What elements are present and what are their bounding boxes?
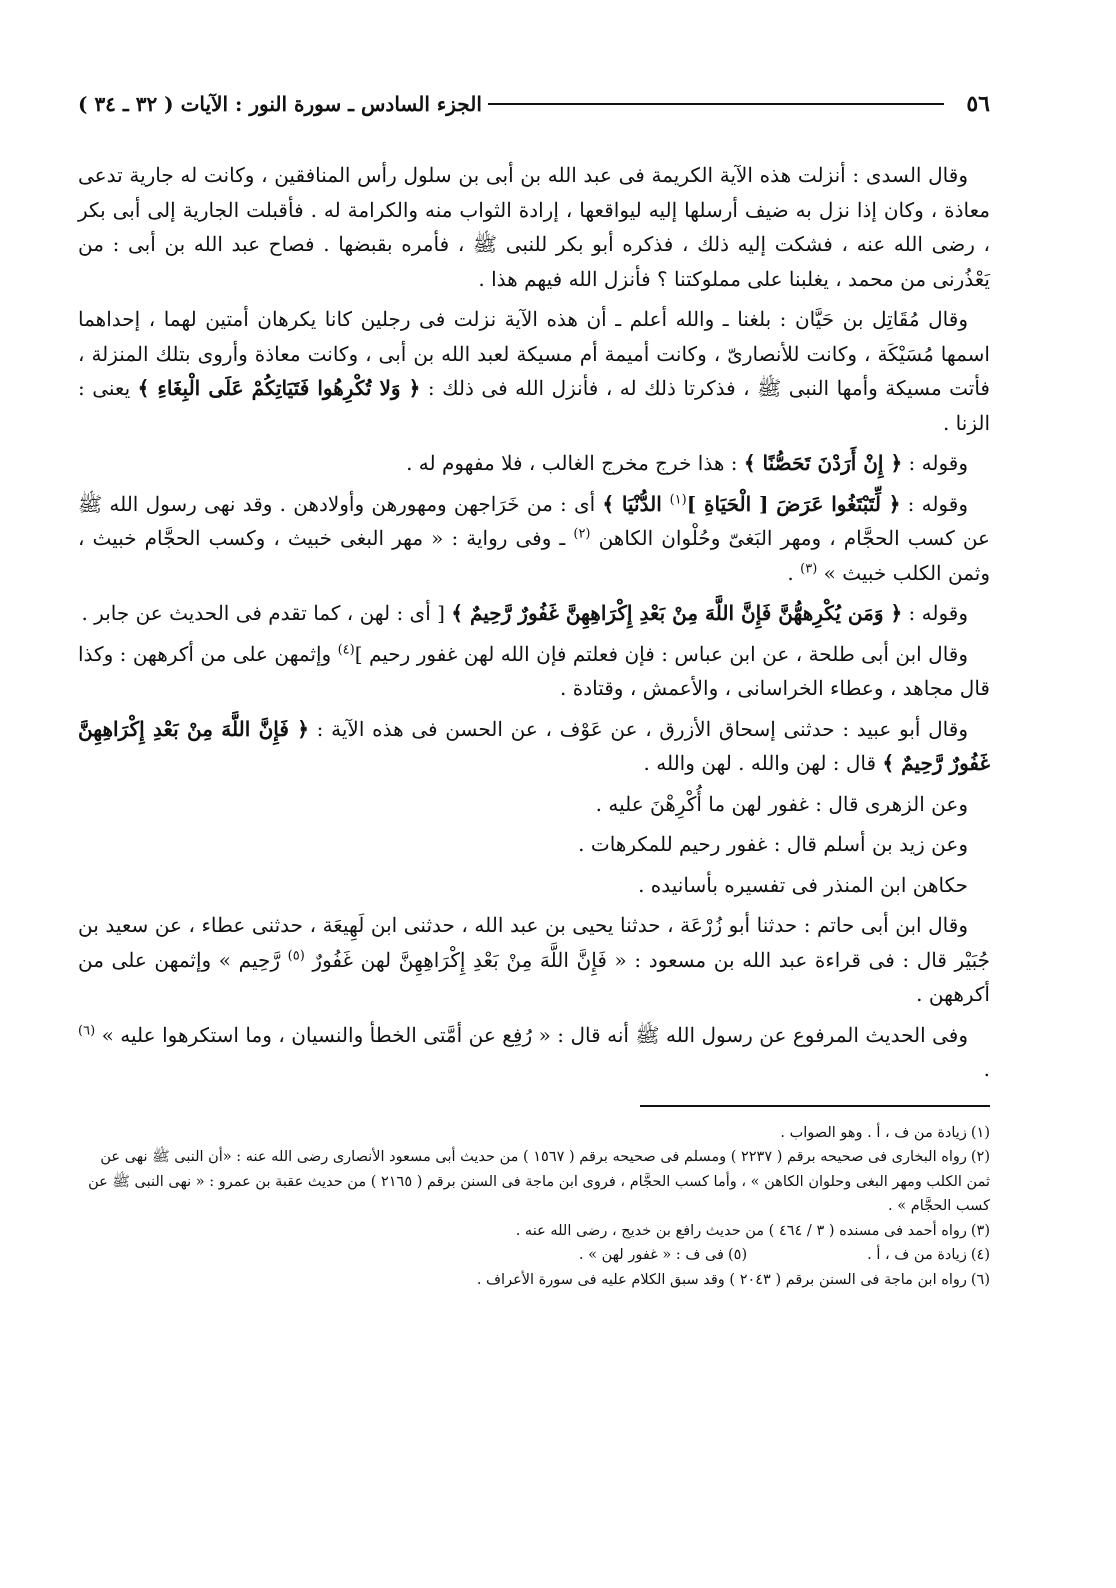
paragraph-text: .	[787, 560, 801, 585]
body-paragraph	[78, 446, 990, 481]
footnote-number: (٣)	[970, 1222, 990, 1239]
quran-verse: ﴿ لِّتَبْتَغُوا عَرَضَ [ الْحَيَاةِ ]	[686, 491, 901, 516]
body-paragraph	[78, 1018, 990, 1087]
body-paragraph	[78, 158, 990, 296]
paragraph-text: وعن زيد بن أسلم قال : غفور رحيم للمكرهات .	[578, 832, 968, 856]
paragraph-text: يعنى : الزنا .	[78, 376, 990, 435]
quran-verse: ﴿ وَمَن يُكْرِههُّنَّ فَإِنَّ اللَّهَ مِنْ بَعْدِ إِكْرَاهِهِنَّ غَفُورٌ رَّحِيمٌ ﴾	[451, 601, 903, 625]
page-header	[78, 84, 990, 124]
paragraph-text: .	[983, 1057, 990, 1081]
footnote-text: رواه البخارى فى صحيحه برقم ( ٢٢٣٧ ) ومسلم فى صحيحه برقم ( ١٥٦٧ ) من حديث أبى مسعود الأنصارى رضى الله عنه : «أن النبى ﷺ نهى عن ثمن الكلب ومهر البغى وحلوان الكاهن » ، وأما كسب الحجَّام ، فروى ابن ماجة فى السنن برقم ( ٢١٦٥ ) من حديث عقبة بن عمرو : « نهى النبى ﷺ عن كسب الحجَّام » .	[88, 1149, 990, 1214]
paragraph-text: وقوله :	[902, 601, 968, 625]
footnote-text: رواه ابن ماجة فى السنن برقم ( ٢٠٤٣ ) وقد سبق الكلام عليه فى سورة الأعراف .	[476, 1271, 967, 1288]
body-paragraph	[78, 787, 990, 822]
book-page	[78, 84, 990, 1292]
paragraph-text: وعن الزهرى قال : غفور لهن ما أُكْرِهْنَ عليه .	[595, 791, 968, 816]
footnote-number: (١)	[970, 1124, 990, 1141]
footnote	[78, 1121, 990, 1146]
footnote-ref: (٤)	[337, 641, 355, 657]
footnote-rule	[640, 1105, 990, 1107]
paragraph-text: وفى الحديث المرفوع عن رسول الله ﷺ أنه قال : « رُفِع عن أمَّتى الخطأ والنسيان ، وما استكرهوا عليه »	[95, 1022, 968, 1047]
footnote	[78, 1219, 990, 1244]
body-paragraph	[78, 712, 990, 781]
paragraph-text: وقال السدى : أنزلت هذه الآية الكريمة فى عبد الله بن أبى بن سلول رأس المنافقين ، وكانت له جارية تدعى معاذة ، وكان إذا نزل به ضيف أرسلها إليه ليواقعها ، إرادة الثواب منه والكرامة له . فأقبلت الجارية إلى أبى بكر ، رضى الله عنه ، فشكت إليه ذلك ، فذكره أبو بكر للنبى ﷺ ، فأمره بقبضها . فصاح عبد الله بن أبى : من يَعْذُرنى من محمد ، يغلبنا على مملوكتنا ؟ فأنزل الله فيهم هذا .	[78, 163, 990, 291]
paragraph-text: وقال ابن أبى طلحة ، عن ابن عباس : فإن فعلتم فإن الله لهن غفور رحيم ]	[354, 641, 969, 666]
paragraph-text: : هذا خرج مخرج الغالب ، فلا مفهوم له .	[406, 451, 744, 475]
footnote	[78, 1243, 990, 1268]
footnote-number: (٢)	[970, 1149, 990, 1165]
quran-verse: ﴿ وَلا تُكْرِهُوا فَتَيَاتِكُمْ عَلَى الْبِغَاءِ ﴾	[137, 376, 421, 400]
footnote-text: زيادة من ف ، أ . وهو الصواب .	[780, 1124, 967, 1141]
footnote-text: زيادة من ف ، أ .	[867, 1247, 967, 1263]
footnote-ref: (٢)	[573, 526, 591, 542]
footnote-ref: (٥)	[287, 947, 305, 963]
footnote-number: (٤)	[970, 1247, 990, 1263]
quran-verse: ﴿ إِنْ أَرَدْنَ تَحَصُّنًا ﴾	[743, 451, 903, 475]
paragraph-text: ـ وفى رواية : « مهر البغى خبيث ، وكسب الحجَّام خبيث ، وثمن الكلب خبيث »	[78, 526, 990, 585]
footnote-number: (٥)	[728, 1247, 748, 1263]
body-text	[78, 158, 990, 1087]
paragraph-text: وقال مُقَاتِل بن حَيَّان : بلغنا ـ والله أعلم ـ أن هذه الآية نزلت فى رجلين كانا يكرهان أمتين لهما ، إحداهما اسمها مُسَيْكَة ، وكانت للأنصارىّ ، وكانت أميمة أم مسيكة لعبد الله بن أبى ، وكانت معاذة وأروى بتلك المنزلة ، فأتت مسيكة وأمها النبى ﷺ ، فذكرتا ذلك له ، فأنزل الله فى ذلك :	[78, 307, 990, 400]
footnote-ref: (٦)	[78, 1022, 96, 1038]
footnote-number: (٦)	[970, 1271, 990, 1288]
footnote-ref: (٣)	[800, 560, 818, 576]
body-paragraph	[78, 908, 990, 1012]
footnotes	[78, 1121, 990, 1293]
body-paragraph	[78, 487, 990, 591]
quran-verse: ﴿ فَإِنَّ اللَّهَ مِنْ بَعْدِ إِكْرَاهِهِنَّ غَفُورٌ رَّحِيمٌ ﴾	[78, 716, 990, 775]
paragraph-text: رَّحِيم » وإثمهن على من أكرههن .	[78, 947, 990, 1006]
header-rule	[488, 103, 944, 105]
running-head: الجزء السادس ـ سورة النور : الآيات ( ٣٢ ـ ٣٤ )	[78, 92, 482, 116]
body-paragraph	[78, 302, 990, 440]
page-number: ٥٦	[966, 91, 990, 117]
paragraph-text: قال : لهن والله . لهن والله .	[643, 751, 883, 775]
quran-verse: الدُّنْيَا ﴾	[602, 491, 670, 516]
footnote-ref: (١)	[669, 491, 687, 507]
paragraph-text: وقوله :	[902, 451, 968, 475]
paragraph-text: وقال أبو عبيد : حدثنى إسحاق الأزرق ، عن عَوْف ، عن الحسن فى هذه الآية :	[308, 716, 968, 741]
paragraph-text: أى : من خَرَاجهن ومهورهن وأولادهن . وقد نهى رسول الله ﷺ عن كسب الحجَّام ، ومهر البَغىّ وحُلْوان الكاهن	[78, 491, 990, 550]
paragraph-text: حكاهن ابن المنذر فى تفسيره بأسانيده .	[638, 872, 968, 897]
body-paragraph	[78, 827, 990, 862]
paragraph-text: وقال ابن أبى حاتم : حدثنا أبو زُرْعَة ، حدثنا يحيى بن عبد الله ، حدثنى ابن لَهِيعَة ، حدثنى عطاء ، عن سعيد بن جُبَيْر قال : فى قراءة عبد الله بن مسعود : « فَإِنَّ اللَّهَ مِنْ بَعْدِ إِكْرَاهِهِنَّ لهن غَفُورٌ	[78, 913, 991, 972]
footnote-item	[867, 1243, 990, 1268]
footnote-text: فى ف : « غفور لهن » .	[578, 1247, 724, 1263]
body-paragraph	[78, 868, 990, 903]
paragraph-text: وقوله :	[900, 491, 968, 516]
footnote	[78, 1268, 990, 1293]
footnote-text: رواه أحمد فى مسنده ( ٣ / ٤٦٤ ) من حديث رافع بن خديج ، رضى الله عنه .	[515, 1222, 967, 1239]
paragraph-text: [ أى : لهن ، كما تقدم فى الحديث عن جابر .	[81, 601, 452, 625]
body-paragraph	[78, 637, 990, 706]
body-paragraph	[78, 596, 990, 631]
paragraph-text: وإثمهن على من أكرههن : وكذا قال مجاهد ، وعطاء الخراسانى ، والأعمش ، وقتادة .	[78, 641, 990, 700]
footnote	[78, 1145, 990, 1219]
footnote-item	[579, 1243, 747, 1268]
